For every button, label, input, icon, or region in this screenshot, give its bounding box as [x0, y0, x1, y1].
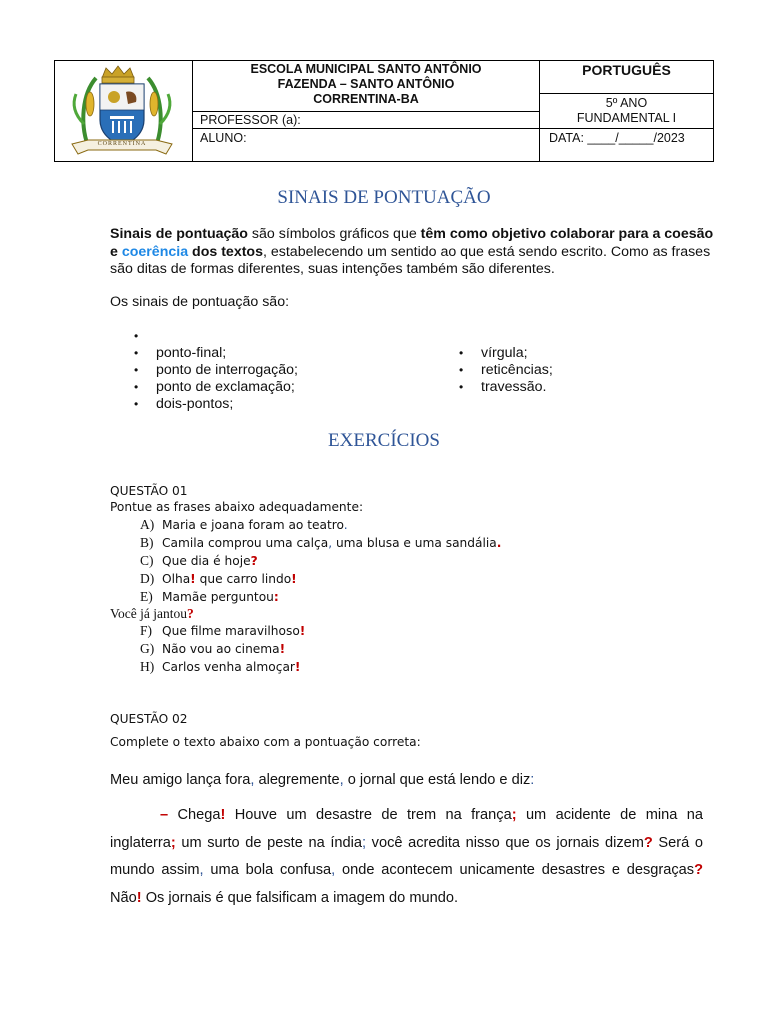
professor-field[interactable]: PROFESSOR (a): [200, 113, 301, 127]
school-line-3: CORRENTINA-BA [313, 92, 419, 106]
exercise-item [140, 534, 501, 552]
punctuation-mark: , [199, 862, 204, 878]
intro-highlight-coerencia: coerência [121, 243, 189, 260]
list-item: • ponto de exclamação; [156, 379, 295, 396]
item-letter: C) [140, 553, 154, 568]
exercise-item-continuation [110, 605, 194, 623]
item-text: Maria e joana foram ao teatro [162, 518, 344, 532]
punctuation-mark: ; [511, 807, 517, 823]
question-1-title: QUESTÃO 01 [110, 484, 188, 498]
intro-text-1: são símbolos gráficos que [247, 226, 421, 242]
item-letter: E) [140, 589, 153, 604]
punctuation-mark: ; [361, 834, 367, 851]
intro-bold-2: têm como objetivo colaborar para a coesão e [110, 226, 714, 260]
exercise-item [140, 570, 297, 588]
exercise-item [140, 658, 300, 676]
item-text: Olha [162, 572, 191, 586]
item-text: Você já jantou [110, 606, 187, 621]
exercise-item [140, 552, 258, 570]
item-text: Que dia é hoje [162, 554, 251, 568]
exercises-title: EXERCÍCIOS [328, 430, 440, 451]
question-2-lead [110, 772, 720, 790]
punctuation-mark: ? [186, 606, 194, 621]
punctuation-mark: ! [294, 660, 301, 674]
grade-line-2: FUNDAMENTAL I [576, 111, 677, 125]
item-text: que carro lindo [195, 572, 292, 586]
punctuation-mark: ? [643, 834, 653, 851]
punctuation-mark: ? [250, 554, 258, 568]
item-text: Que filme maravilhoso [162, 624, 300, 638]
school-name [193, 62, 539, 107]
punctuation-mark: ! [299, 624, 306, 638]
municipal-crest-logo [66, 64, 178, 158]
story-text: um surto de peste na índia [175, 834, 362, 851]
story-text: Houve um desastre de trem na frança [225, 807, 512, 823]
item-letter: F) [140, 623, 153, 638]
item-text: Não vou ao cinema [162, 642, 280, 656]
story-text: você acredita nisso que os jornais dizem [366, 834, 644, 851]
lead-text: Meu amigo lança fora [110, 772, 251, 788]
intro-bold-1: Sinais de pontuação [110, 226, 248, 242]
punctuation-mark: ! [279, 642, 286, 656]
question-2-title: QUESTÃO 02 [110, 712, 188, 726]
grade-line-1: 5º ANO [605, 96, 648, 110]
list-item: • vírgula; [481, 345, 528, 362]
story-text: Será o mundo assim [110, 834, 703, 878]
punctuation-mark: ? [694, 862, 703, 878]
item-letter: D) [140, 571, 155, 586]
student-name-field[interactable]: ALUNO: [200, 131, 247, 145]
lead-text: o jornal que está lendo e diz [343, 772, 531, 788]
punctuation-mark: ; [170, 834, 176, 851]
punctuation-mark: ! [220, 807, 226, 823]
item-letter: G) [140, 641, 155, 656]
story-text: Não [110, 889, 137, 906]
story-text: Chega [168, 807, 221, 823]
page-title: SINAIS DE PONTUAÇÃO [277, 187, 491, 208]
list-item: • ponto de interrogação; [156, 362, 298, 379]
list-intro: Os sinais de pontuação são: [110, 294, 290, 310]
lead-text: alegremente [254, 772, 340, 788]
intro-bold-4: dos textos [188, 243, 263, 260]
story-text: uma bola confusa [203, 862, 332, 878]
exercise-item [140, 588, 279, 606]
punctuation-mark: . [453, 889, 459, 906]
item-text: Carlos venha almoçar [162, 660, 295, 674]
dialogue-dash: – [160, 807, 169, 823]
exercise-item [140, 622, 305, 640]
date-field[interactable]: DATA: ____/_____/2023 [549, 131, 685, 145]
question-2-instruction: Complete o texto abaixo com a pontuação correta: [110, 735, 421, 749]
list-item: • ponto-final; [156, 345, 226, 362]
story-text: um acidente de mina na inglaterra [110, 807, 703, 851]
school-line-2: FAZENDA – SANTO ANTÔNIO [277, 77, 455, 91]
story-text: onde acontecem unicamente desastres e desgraças [335, 862, 695, 878]
crest-ribbon-text: CORRENTINA [97, 141, 147, 147]
punctuation-mark: . [496, 536, 502, 550]
list-item: • reticências; [481, 362, 553, 379]
item-letter: B) [140, 535, 154, 550]
school-line-1: ESCOLA MUNICIPAL SANTO ANTÔNIO [250, 62, 482, 76]
punctuation-mark: : [530, 772, 535, 788]
punctuation-mark: . [343, 518, 348, 532]
question-1-instruction: Pontue as frases abaixo adequadamente: [110, 500, 364, 514]
punctuation-mark: , [328, 536, 333, 550]
punctuation-mark: ! [136, 889, 142, 906]
item-letter: H) [140, 659, 155, 674]
exercise-item [140, 516, 348, 534]
punctuation-mark: , [339, 772, 344, 788]
item-text: Mamãe perguntou [162, 590, 274, 604]
list-item: • travessão. [481, 379, 546, 396]
item-text: Camila comprou uma calça [162, 536, 329, 550]
intro-paragraph [110, 226, 720, 279]
item-letter: A) [140, 517, 155, 532]
punctuation-mark: ! [190, 572, 196, 586]
exercise-item [140, 640, 285, 658]
subject-label: PORTUGUÊS [582, 62, 671, 78]
punctuation-mark: , [331, 862, 336, 878]
punctuation-mark: ! [291, 572, 297, 586]
punctuation-mark: : [273, 590, 279, 604]
item-text: uma blusa e uma sandália [332, 536, 497, 550]
punctuation-mark: , [250, 772, 255, 788]
story-text: Os jornais é que falsificam a imagem do mundo [141, 889, 454, 906]
intro-text-2: , estabelecendo um sentido ao que está sendo escrito. Como as frases são ditas de formas diferentes, suas intenções também são diferentes. [110, 243, 711, 277]
list-item: • dois-pontos; [156, 396, 233, 413]
question-2-story [110, 802, 703, 912]
